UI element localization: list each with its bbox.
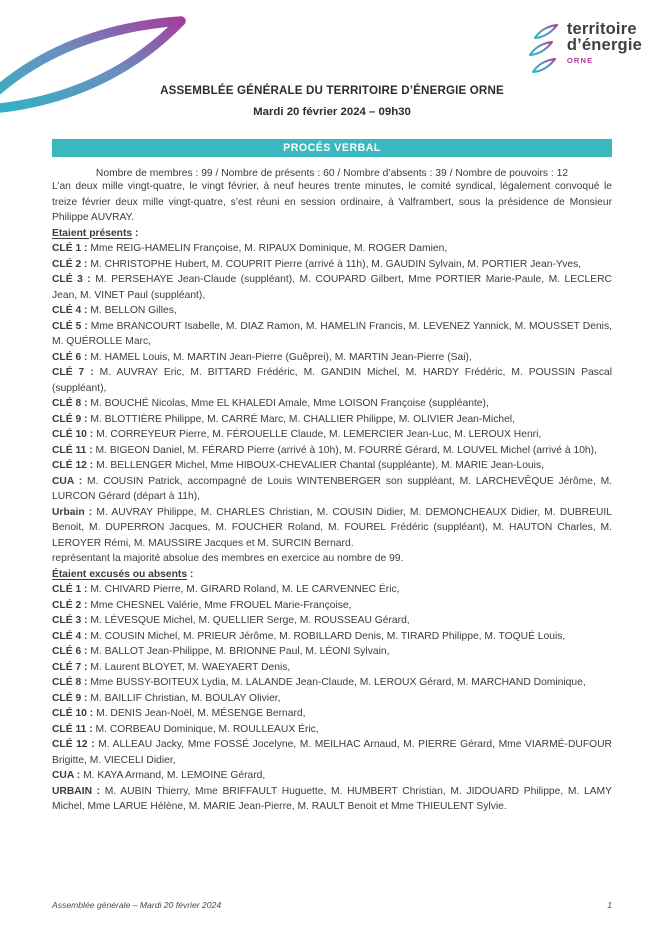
absent-section-heading [52, 567, 612, 583]
footer-document-label: Assemblée générale – Mardi 20 février 2024 [52, 900, 222, 910]
absent-entry-cua: CUA : M. KAYA Armand, M. LEMOINE Gérard, [52, 770, 266, 781]
absent-heading-colon: : [187, 568, 194, 580]
absent-entry-cle11: CLÉ 11 : M. CORBEAU Dominique, M. ROULLEAUX Éric, [52, 723, 319, 735]
intro-paragraph: L’an deux mille vingt-quatre, le vingt février, à neuf heures trente minutes, le comité syndical, légalement convoqué le treize février deux mille vingt-quatre, s’est réuni en session ordinaire, à Valframbert, sous la présidence de Monsieur Philippe AUVRAY. [52, 181, 612, 223]
present-heading-text: Etaient présents [52, 227, 133, 239]
absent-entry-cle12: CLÉ 12 : M. ALLEAU Jacky, Mme FOSSÉ Jocelyne, M. MEILHAC Arnaud, M. PIERRE Gérard, Mme VIARMÉ-DUFOUR Brigitte, M. VIECELI Didier, [52, 739, 612, 766]
leaf-logo-large-icon [0, 4, 210, 119]
present-entry-cua: CUA : M. COUSIN Patrick, accompagné de Louis WINTENBERGER son suppléant, M. LARCHEVÊQUE Jérôme, M. LURCON Gérard (départ à 11h), [52, 475, 613, 502]
page-footer [52, 900, 612, 910]
present-entry-cle10: CLÉ 10 : M. CORREYEUR Pierre, M. FÉROUELLE Claude, M. LEMERCIER Jean-Luc, M. LEROUX Henri, [52, 429, 542, 440]
absent-list [52, 582, 612, 815]
document-content [0, 84, 664, 815]
present-list [52, 241, 612, 551]
page-title: ASSEMBLÉE GÉNÉRALE DU TERRITOIRE D’ÉNERGIE ORNE [160, 84, 504, 97]
absent-entry-cle1: CLÉ 1 : M. CHIVARD Pierre, M. GIRARD Roland, M. LE CARVENNEC Éric, [52, 584, 400, 595]
absent-entry-cle6: CLÉ 6 : M. BALLOT Jean-Philippe, M. BRIONNE Paul, M. LÉONI Sylvain, [52, 646, 390, 657]
brand-region-label: ORNE [566, 56, 594, 65]
absent-entry-cle2: CLÉ 2 : Mme CHESNEL Valérie, Mme FROUEL Marie-Françoise, [52, 599, 352, 611]
brand-logo [526, 22, 642, 80]
present-entry-cle11: CLÉ 11 : M. BIGEON Daniel, M. FÉRARD Pierre (arrivé à 10h), M. FOURRÉ Gérard, M. LOUVEL Michel (arrivé à 10h), [52, 444, 597, 456]
present-entry-cle2: CLÉ 2 : M. CHRISTOPHE Hubert, M. COUPRIT Pierre (arrivé à 11h), M. GAUDIN Sylvain, M. PORTIER Jean-Yves, [52, 258, 582, 270]
present-entry-cle1: CLÉ 1 : Mme REIG-HAMELIN Françoise, M. RIPAUX Dominique, M. ROGER Damien, [52, 243, 448, 254]
present-entry-cle9: CLÉ 9 : M. BLOTTIÈRE Philippe, M. CARRÉ Marc, M. CHALLIER Philippe, M. OLIVIER Jean-Michel, [52, 413, 515, 425]
present-entry-cle12: CLÉ 12 : M. BELLENGER Michel, Mme HIBOUX-CHEVALIER Chantal (suppléante), M. MARIE Jean-Louis, [52, 460, 544, 471]
absent-entry-cle9: CLÉ 9 : M. BAILLIF Christian, M. BOULAY Olivier, [52, 692, 281, 704]
footer-page-number: 1 [607, 900, 612, 910]
page-subtitle: Mardi 20 février 2024 – 09h30 [253, 106, 411, 118]
present-entry-cle8: CLÉ 8 : M. BOUCHÉ Nicolas, Mme EL KHALEDI Amale, Mme LOISON Françoise (suppléante), [52, 398, 489, 409]
present-heading-colon: : [132, 227, 139, 239]
present-entry-cle4: CLÉ 4 : M. BELLON Gilles, [52, 305, 177, 316]
proces-verbal-banner: PROCÉS VERBAL [52, 139, 612, 157]
present-entry-cle7: CLÉ 7 : M. AUVRAY Eric, M. BITTARD Frédéric, M. GANDIN Michel, M. HARDY Frédéric, M. POUSSIN Pascal (suppléant), [52, 367, 612, 394]
absent-entry-cle7: CLÉ 7 : M. Laurent BLOYET, M. WAEYAERT Denis, [52, 661, 291, 673]
absent-entry-cle8: CLÉ 8 : Mme BUSSY-BOITEUX Lydia, M. LALANDE Jean-Claude, M. LEROUX Gérard, M. MARCHAND Dominique, [52, 677, 586, 688]
brand-text [567, 22, 642, 65]
present-entry-cle6: CLÉ 6 : M. HAMEL Louis, M. MARTIN Jean-Pierre (Guêprei), M. MARTIN Jean-Pierre (Sai), [52, 351, 472, 363]
absent-entry-cle3: CLÉ 3 : M. LÉVESQUE Michel, M. QUELLIER Serge, M. ROUSSEAU Gérard, [52, 615, 410, 626]
absent-entry-cle4: CLÉ 4 : M. COUSIN Michel, M. PRIEUR Jérôme, M. ROBILLARD Denis, M. TIRARD Philippe, M. TOQUÉ Louis, [52, 630, 566, 642]
membership-stats-line: Nombre de membres : 99 / Nombre de présents : 60 / Nombre d’absents : 39 / Nombre de pouvoirs : 12 [95, 168, 569, 179]
quorum-statement: représentant la majorité absolue des membres en exercice au nombre de 99. [52, 553, 404, 564]
present-entry-cle3: CLÉ 3 : M. PERSEHAYE Jean-Claude (suppléant), M. COUPARD Gilbert, Mme PORTIER Marie-Paule, M. LECLERC Jean, M. VINET Paul (suppléant), [52, 274, 612, 301]
absent-entry-cle10: CLÉ 10 : M. DENIS Jean-Noël, M. MÉSENGE Bernard, [52, 708, 306, 719]
brand-leaves-icon [526, 24, 560, 80]
brand-name-line1: territoire [566, 20, 637, 38]
brand-name-line2: d’énergie [566, 35, 642, 54]
present-section-heading [52, 226, 612, 242]
absent-entry-urbain: URBAIN : M. AUBIN Thierry, Mme BRIFFAULT Huguette, M. HUMBERT Christian, M. JIDOUARD Philippe, M. LAMY Michel, Mme LARUE Hélène, M. MARIE Jean-Pierre, M. RAULT Benoit et Mme THIEULENT Sylvie. [52, 785, 612, 812]
present-entry-cle5: CLÉ 5 : Mme BRANCOURT Isabelle, M. DIAZ Ramon, M. HAMELIN Francis, M. LEVENEZ Yannick, M. MOUSSET Denis, M. QUÉROLLE Marc, [52, 320, 612, 347]
absent-heading-text: Étaient excusés ou absents [52, 568, 188, 580]
present-entry-urbain: Urbain : M. AUVRAY Philippe, M. CHARLES Christian, M. COUSIN Didier, M. DEMONCHEAUX Didier, M. DUBREUIL Benoit, M. DUPERRON Jacques, M. FOUCHER Roland, M. FOUREL Frédéric (suppléant), M. HAUTON Charles, M. LEROYER Rémi, M. MAUSSIRE Jacques et M. SURCIN Bernard. [52, 506, 612, 549]
